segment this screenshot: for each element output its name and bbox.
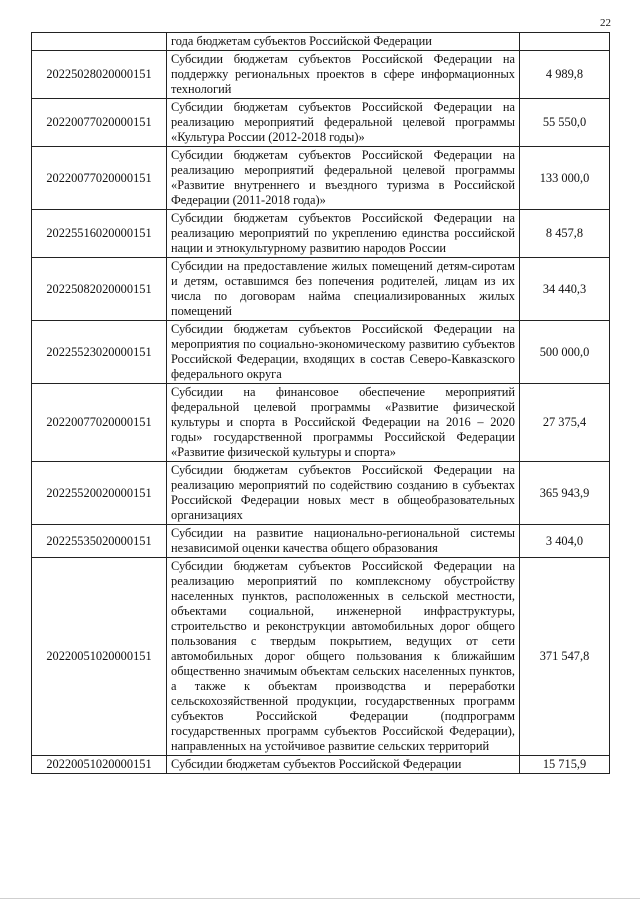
- subsidies-table: [31, 32, 610, 774]
- table-row: [32, 462, 610, 525]
- subsidy-name-cell: года бюджетам субъектов Российской Федерации: [167, 33, 520, 51]
- table-row: [32, 384, 610, 462]
- table-row: [32, 525, 610, 558]
- page-number: 22: [600, 17, 611, 29]
- table-row: [32, 99, 610, 147]
- subsidy-name-cell: Субсидии на развитие национально-региональной системы независимой оценки качества общего образования: [167, 525, 520, 558]
- amount-cell: 27 375,4: [520, 384, 610, 462]
- budget-code-cell: 20220051020000151: [32, 756, 167, 774]
- subsidy-name-cell: Субсидии бюджетам субъектов Российской Федерации на реализацию мероприятий федеральной целевой программы «Культура России (2012-2018 годы)»: [167, 99, 520, 147]
- amount-cell: 365 943,9: [520, 462, 610, 525]
- budget-code-cell: 20225082020000151: [32, 258, 167, 321]
- subsidy-name-cell: Субсидии бюджетам субъектов Российской Федерации на реализацию мероприятий по комплексному обустройству населенных пунктов, расположенных в сельской местности, объектами социальной, инженерной инфраструктуры, строительство и реконструкции автомобильных дорог общего пользования с твердым покрытием, ведущих от сети автомобильных дорог общего пользования к ближайшим общественно значимым объектам сельских населенных пунктов, а также к объектам производства и переработки сельскохозяйственной продукции, государственных программ субъектов Российской Федерации (подпрограмм государственных программ субъектов Российской Федерации), направленных на устойчивое развитие сельских территорий: [167, 558, 520, 756]
- subsidy-name-cell: Субсидии на предоставление жилых помещений детям-сиротам и детям, оставшимся без попечения родителей, лицам из их числа по договорам найма специализированных жилых помещений: [167, 258, 520, 321]
- table-row: [32, 756, 610, 774]
- amount-cell: 3 404,0: [520, 525, 610, 558]
- subsidy-name-cell: Субсидии на финансовое обеспечение мероприятий федеральной целевой программы «Развитие физической культуры и спорта в Российской Федерации на 2016 – 2020 годы» государственной программы Российской Федерации «Развитие физической культуры и спорта»: [167, 384, 520, 462]
- table-row: [32, 51, 610, 99]
- amount-cell: 34 440,3: [520, 258, 610, 321]
- subsidy-name-cell: Субсидии бюджетам субъектов Российской Федерации: [167, 756, 520, 774]
- table-row: [32, 258, 610, 321]
- amount-cell: 500 000,0: [520, 321, 610, 384]
- amount-cell: 371 547,8: [520, 558, 610, 756]
- table-row: [32, 558, 610, 756]
- budget-code-cell: 20220077020000151: [32, 147, 167, 210]
- budget-code-cell: 20225535020000151: [32, 525, 167, 558]
- budget-code-cell: 20220077020000151: [32, 384, 167, 462]
- subsidy-name-cell: Субсидии бюджетам субъектов Российской Федерации на реализацию мероприятий федеральной целевой программы «Развитие внутреннего и въездного туризма в Российской Федерации (2011-2018 года)»: [167, 147, 520, 210]
- subsidy-name-cell: Субсидии бюджетам субъектов Российской Федерации на реализацию мероприятий по содействию созданию в субъектах Российской Федерации новых мест в общеобразовательных организациях: [167, 462, 520, 525]
- table-row: [32, 210, 610, 258]
- table-row: [32, 321, 610, 384]
- amount-cell: 8 457,8: [520, 210, 610, 258]
- budget-code-cell: 20220077020000151: [32, 99, 167, 147]
- amount-cell: [520, 33, 610, 51]
- subsidy-name-cell: Субсидии бюджетам субъектов Российской Федерации на поддержку региональных проектов в сфере информационных технологий: [167, 51, 520, 99]
- table-row: [32, 147, 610, 210]
- page-bottom-edge: [0, 898, 640, 899]
- amount-cell: 133 000,0: [520, 147, 610, 210]
- amount-cell: 15 715,9: [520, 756, 610, 774]
- budget-code-cell: 20225523020000151: [32, 321, 167, 384]
- budget-code-cell: [32, 33, 167, 51]
- subsidy-name-cell: Субсидии бюджетам субъектов Российской Федерации на мероприятия по социально-экономическому развитию субъектов Российской Федерации, входящих в состав Северо-Кавказского федерального округа: [167, 321, 520, 384]
- table-row: [32, 33, 610, 51]
- subsidy-name-cell: Субсидии бюджетам субъектов Российской Федерации на реализацию мероприятий по укреплению единства российской нации и этнокультурному развитию народов России: [167, 210, 520, 258]
- budget-code-cell: 20225028020000151: [32, 51, 167, 99]
- amount-cell: 55 550,0: [520, 99, 610, 147]
- budget-code-cell: 20220051020000151: [32, 558, 167, 756]
- budget-code-cell: 20225516020000151: [32, 210, 167, 258]
- amount-cell: 4 989,8: [520, 51, 610, 99]
- budget-code-cell: 20225520020000151: [32, 462, 167, 525]
